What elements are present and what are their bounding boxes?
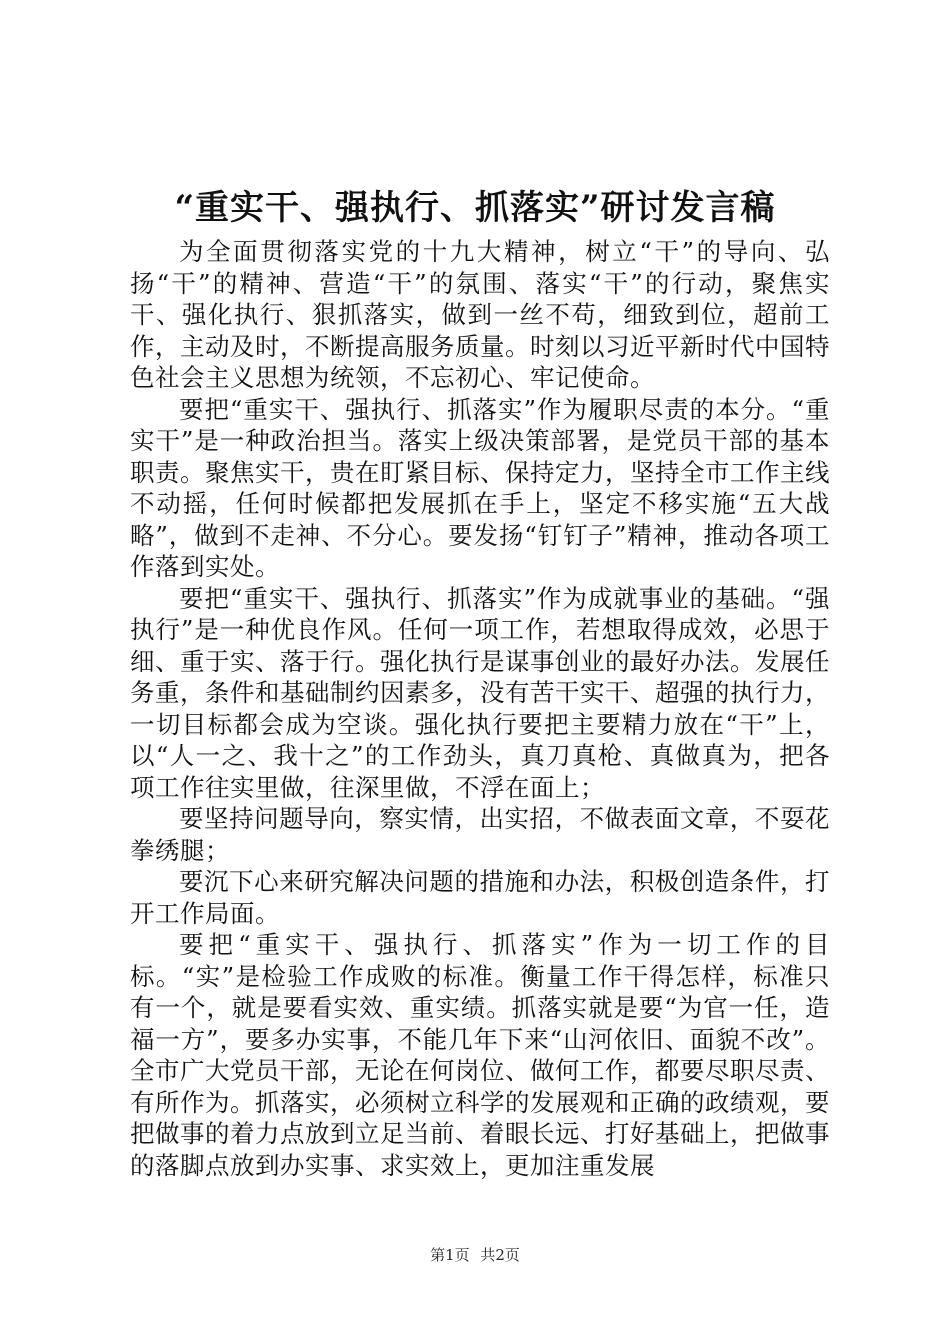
page-number-total: 共2页 — [480, 1246, 520, 1264]
page-footer — [0, 1245, 950, 1265]
paragraph-shigan: 要把“重实干、强执行、抓落实”作为履职尽责的本分。“重实干”是一种政治担当。落实上级决策部署，是党员干部的基本职责。聚焦实干，贵在盯紧目标、保持定力，坚持全市工作主线不动摇，任何时候都把发展抓在手上，坚定不移实施“五大战略”，做到不走神、不分心。要发扬“钉钉子”精神，推动各项工作落到实处。 — [130, 394, 830, 581]
paragraph-wenti-daoxiang: 要坚持问题导向，察实情，出实招，不做表面文章，不耍花拳绣腿； — [130, 804, 830, 865]
page-number-current: 第1页 — [430, 1246, 470, 1264]
paragraph-intro: 为全面贯彻落实党的十九大精神，树立“干”的导向、弘扬“干”的精神、营造“干”的氛围、落实“干”的行动，聚焦实干、强化执行、狠抓落实，做到一丝不苟，细致到位，超前工作，主动及时，不断提高服务质量。时刻以习近平新时代中国特色社会主义思想为统领，不忘初心、牢记使命。 — [130, 237, 830, 392]
paragraph-zhixing: 要把“重实干、强执行、抓落实”作为成就事业的基础。“强执行”是一种优良作风。任何一项工作，若想取得成效，必思于细、重于实、落于行。强化执行是谋事创业的最好办法。发展任务重，条件和基础制约因素多，没有苦干实干、超强的执行力，一切目标都会成为空谈。强化执行要把主要精力放在“干”上，以“人一之、我十之”的工作劲头，真刀真枪、真做真为，把各项工作往实里做，往深里做，不浮在面上； — [130, 583, 830, 802]
paragraph-jiejue-wenti: 要沉下心来研究解决问题的措施和办法，积极创造条件，打开工作局面。 — [130, 867, 830, 928]
document-title: “重实干、强执行、抓落实”研讨发言稿 — [174, 188, 776, 228]
paragraph-luoshi: 要把“重实干、强执行、抓落实”作为一切工作的目标。“实”是检验工作成败的标准。衡量工作干得怎样，标准只有一个，就是要看实效、重实绩。抓落实就是要“为官一任，造福一方”，要多办实事，不能几年下来“山河依旧、面貌不改”。全市广大党员干部，无论在何岗位、做何工作，都要尽职尽责、有所作为。抓落实，必须树立科学的发展观和正确的政绩观，要把做事的着力点放到立足当前、着眼长远、打好基础上，把做事的落脚点放到办实事、求实效上，更加注重发展 — [130, 930, 830, 1180]
document-body — [130, 236, 830, 1181]
